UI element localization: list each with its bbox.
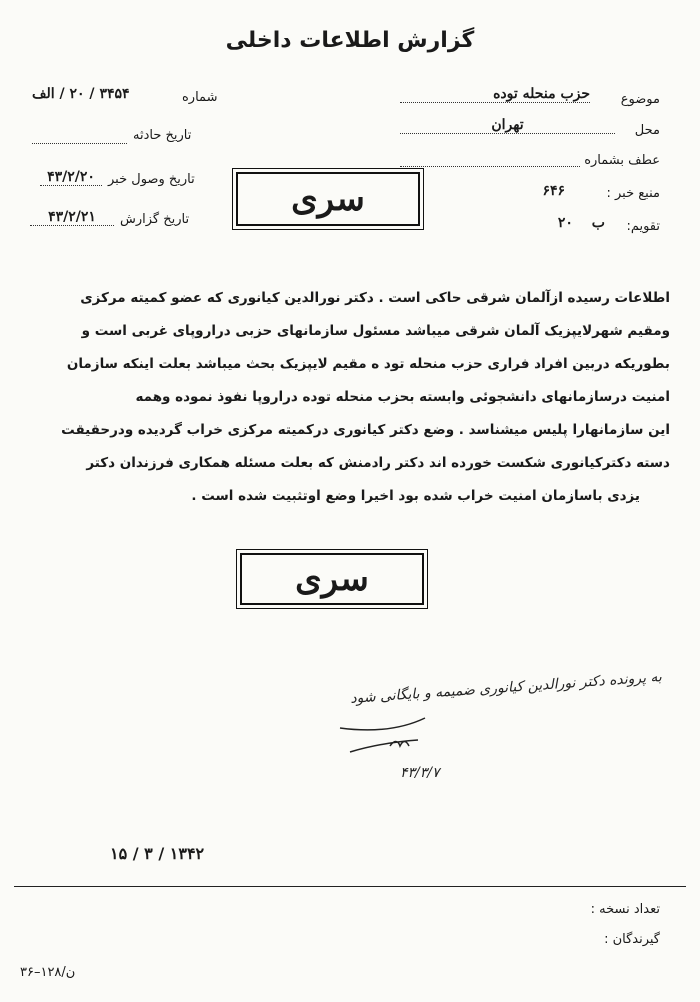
- rating-value: ب ۲۰: [557, 215, 605, 231]
- handwritten-date: ۴۳/۳/۷: [400, 765, 440, 781]
- secret-stamp-top: سری: [236, 172, 420, 226]
- location-label: محل: [634, 123, 660, 138]
- body-line: اطلاعات رسیده ازآلمان شرقی حاکی است . دکتر نورالدین کیانوری که عضو کمیته مرکزی: [80, 290, 670, 306]
- body-line: ومقیم شهرلایپزیک آلمان شرقی میباشد مسئول سازمانهای حزبی دراروپای غربی است و: [81, 323, 670, 339]
- footer-divider: [14, 886, 686, 887]
- subject-value: حزب منحله توده: [400, 86, 590, 103]
- received-date-value: ۴۳/۲/۲۰: [40, 169, 102, 186]
- report-body: [30, 290, 670, 521]
- recipients-label: گیرندگان :: [604, 932, 660, 947]
- source-value: ۶۴۶: [542, 183, 565, 199]
- number-value: ۳۴۵۴ / ۲۰ / الف: [32, 86, 130, 102]
- secret-stamp-bottom: سری: [240, 553, 424, 605]
- number-label: شماره: [182, 90, 218, 105]
- signature-mark: [330, 710, 430, 770]
- received-date-label: تاریخ وصول خبر: [108, 172, 195, 187]
- report-date-label: تاریخ گزارش: [120, 212, 190, 227]
- copies-label: تعداد نسخه :: [590, 902, 660, 917]
- source-label: منبع خبر :: [606, 186, 660, 201]
- reference-label: عطف بشماره: [584, 153, 660, 168]
- body-line: یزدی باسازمان امنیت خراب شده بود اخیرا وضع اوتثبیت شده است .: [191, 488, 640, 504]
- form-code: ن/۱۲۸–۳۶: [20, 965, 76, 980]
- reference-line: [400, 166, 580, 167]
- stamped-date: ۱۳۴۲ / ۳ / ۱۵: [110, 844, 205, 863]
- location-value: تهران: [400, 117, 615, 134]
- handwritten-note: به پرونده دکتر نورالدین کیانوری ضمیمه و بایگانی شود: [349, 669, 663, 707]
- report-date-value: ۴۳/۲/۲۱: [30, 209, 114, 226]
- body-line: دسته دکترکیانوری شکست خورده اند دکتر رادمنش که بعلت مسئله همکاری فرزندان دکتر: [86, 455, 670, 471]
- subject-label: موضوع: [620, 92, 660, 107]
- incident-date-label: تاریخ حادثه: [133, 128, 192, 143]
- incident-date-line: [32, 143, 127, 144]
- body-line: بطوریکه دربین افراد فراری حزب منحله تود ه مقیم لایپزیک بحث میباشد بعلت اینکه سازمان: [66, 356, 670, 372]
- body-line: امنیت درسازمانهای دانشجوئی وابسته بحزب منحله توده دراروپا نفوذ نموده وهمه: [135, 389, 670, 405]
- rating-label: تقویم:: [626, 219, 660, 234]
- page-title: گزارش اطلاعات داخلی: [225, 28, 475, 53]
- body-line: این سازمانهارا پلیس میشناسد . وضع دکتر کیانوری درکمیته مرکزی خراب گردیده ودرحقیقت: [61, 422, 670, 438]
